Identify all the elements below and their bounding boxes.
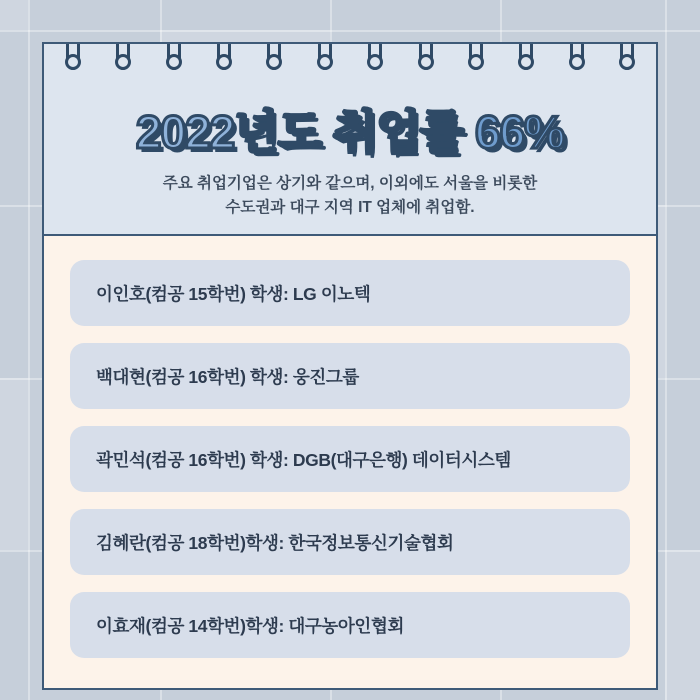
spiral-ring-icon	[60, 42, 86, 84]
grid-line-vertical	[28, 0, 30, 700]
page-subtitle	[44, 172, 656, 220]
notepad-card	[42, 42, 658, 690]
spiral-ring-icon	[161, 42, 187, 84]
spiral-ring-icon	[463, 42, 489, 84]
spiral-ring-icon	[211, 42, 237, 84]
spiral-ring-icon	[312, 42, 338, 84]
list-item-label: 백대현(컴공 16학번) 학생: 웅진그룹	[96, 366, 359, 387]
list-item	[70, 260, 630, 326]
spiral-ring-icon	[362, 42, 388, 84]
page-title	[44, 96, 656, 162]
spiral-ring-icon	[413, 42, 439, 84]
page-title-main: 2022년도 취업률	[135, 106, 475, 158]
spiral-ring-icon	[261, 42, 287, 84]
list-item-label: 이인호(컴공 15학번) 학생: LG 이노텍	[96, 283, 371, 304]
page-subtitle-line-2: 수도권과 대구 지역 IT 업체에 취업함.	[225, 199, 475, 217]
list-item	[70, 592, 630, 658]
spiral-binding	[44, 42, 656, 88]
list-item	[70, 343, 630, 409]
spiral-ring-icon	[614, 42, 640, 84]
background-block	[0, 0, 28, 30]
list-item-label: 곽민석(컴공 16학번) 학생: DGB(대구은행) 데이터시스템	[96, 449, 511, 470]
list-item	[70, 426, 630, 492]
page-title-accent: 66%	[475, 106, 565, 158]
list-item-label: 이효재(컴공 14학번)학생: 대구농아인협회	[96, 615, 404, 636]
list-item-label: 김혜란(컴공 18학번)학생: 한국정보통신기술협회	[96, 532, 454, 553]
list-item	[70, 509, 630, 575]
spiral-ring-icon	[564, 42, 590, 84]
spiral-ring-icon	[513, 42, 539, 84]
page-subtitle-line-1: 주요 취업기업은 상기와 같으며, 이외에도 서울을 비롯한	[162, 175, 538, 192]
background-block	[0, 378, 28, 550]
grid-line-horizontal	[0, 30, 700, 32]
employment-list	[44, 236, 656, 658]
spiral-ring-icon	[110, 42, 136, 84]
background-block	[665, 550, 700, 700]
notepad-header	[44, 44, 656, 236]
